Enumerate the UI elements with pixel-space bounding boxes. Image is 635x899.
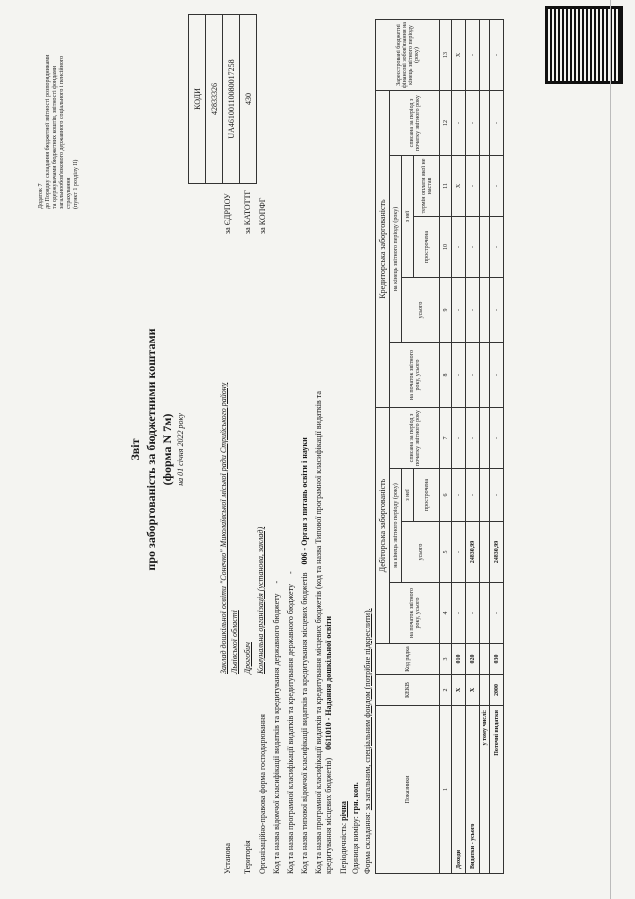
appendix-note: Додаток 7 до Порядку складання бюджетної звітності розпорядниками та одержувачами бюджетних коштів, звітності фондами загальнообов'язкового державного соціального і пенсійного страхування (пункт 1 розділу II): [38, 54, 79, 209]
header-row-code: Код рядка: [376, 644, 440, 675]
header-creditor: Кредиторська заборгованість: [376, 91, 390, 408]
territory-name: Дрогобич: [243, 642, 252, 674]
header-debtor: Дебіторська заборгованість: [376, 408, 390, 644]
edrpou-code: 42833326: [206, 15, 223, 184]
institution-label: Установа: [223, 843, 232, 874]
header-cred-end: на кінець звітного періоду (року): [390, 156, 402, 343]
header-deb-written: списана за період з початку звітного року: [390, 408, 440, 469]
header-cred-written: списана за період з початку звітного року: [390, 91, 440, 156]
kopfg-code: 430: [240, 15, 257, 184]
debt-table: [375, 19, 504, 874]
line-3: Код та назва типової відомчої класифікації видатків та кредитування місцевих бюджетів 006 - Орган з питань освіти і науки: [300, 437, 309, 874]
qr-code-icon: [545, 6, 623, 84]
fund-form: Форма складання: за загальним, спеціальним фондом (потрібне підкреслити).: [363, 608, 372, 874]
report-date: на 01 січня 2022 року: [176, 413, 185, 486]
line-2: Код та назва програмної класифікації видатків та кредитування державного бюджету -: [286, 571, 295, 874]
line-5: кредитування місцевих бюджетів) 0611010 - Надання дошкільної освіти: [324, 616, 333, 874]
header-registered: Зареєстровані бюджетні фінансові зобов'язання на кінець звітного періоду (року): [376, 20, 440, 91]
page-edge-divider: [610, 0, 611, 899]
table-row: Доходи Х 010 - - - - - - - Х - Х: [452, 20, 466, 874]
header-indicators: Показники: [376, 706, 440, 874]
table-row: у тому числі:: [480, 20, 490, 874]
header-deb-overdue: прострочена: [414, 469, 440, 522]
header-cred-overdue: прострочена: [414, 217, 440, 278]
header-cred-paydue: термін оплати якої не настав: [414, 156, 440, 217]
header-deb-start: на початок звітного року, усього: [390, 583, 440, 644]
header-cred-total: усього: [402, 278, 440, 343]
ownership-label: Організаційно-правова форма господарювання: [258, 714, 267, 874]
report-subtitle: про заборгованість за бюджетними коштами: [144, 328, 158, 571]
line-1: Код та назва відомчої класифікації видатків та кредитування державного бюджету -: [272, 580, 281, 874]
header-deb-of: з неї: [402, 469, 414, 522]
katottg-code: UA46100110080017258: [223, 15, 240, 184]
codes-table: [188, 14, 257, 184]
header-deb-total: усього: [402, 522, 440, 583]
edrpou-label: за ЄДРПОУ: [223, 193, 232, 234]
report-title: Звіт: [128, 438, 142, 461]
line-4: Код та назва програмної класифікації видатків та кредитування місцевих бюджетів (код та назва Типової програмної класифікації видатків та: [314, 391, 323, 874]
periodicity: Періодичність: річна: [339, 801, 348, 874]
table-row: Видатки - усього Х 020 - 24830,99 - - - - - - - -: [466, 20, 480, 874]
kopfg-label: за КОПФГ: [258, 197, 267, 234]
header-cred-of: з неї: [402, 156, 414, 278]
header-deb-end: на кінець звітного періоду (року): [390, 469, 402, 583]
header-kekv: КЕКВ: [376, 675, 440, 706]
katottg-label: за КАТОТТГ: [243, 189, 252, 234]
column-numbers-row: 1 2 3 4 5 6 7 8 9 10 11 12 13: [440, 20, 452, 874]
territory-label: Територія: [243, 840, 252, 874]
ownership-value: Комунальна організація (установа, заклад): [256, 526, 265, 674]
unit: Одиниця виміру: грн. коп.: [351, 782, 360, 874]
institution-name: Заклад дошкільної освіти "Сонечко" Миколаївської міської ради Стрийського району: [219, 382, 228, 674]
table-row: Поточні видатки 2000 030 - 24830,99 - - - - - - - -: [490, 20, 504, 874]
header-cred-start: на початок звітного року, усього: [390, 343, 440, 408]
institution-region: Львівської області: [230, 610, 239, 674]
codes-header: КОДИ: [189, 15, 206, 184]
report-form: (форма N 7м): [160, 413, 174, 486]
